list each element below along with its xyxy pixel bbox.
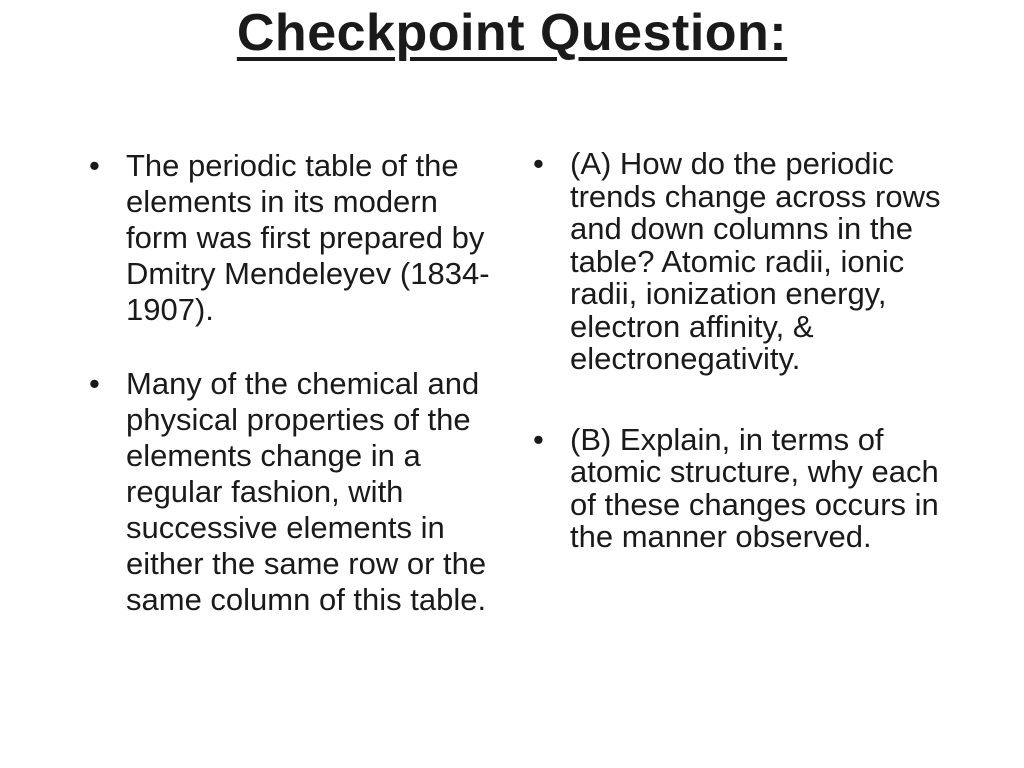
- slide-title-text: Checkpoint Question:: [236, 4, 788, 62]
- right-column: [528, 148, 948, 602]
- list-item: [84, 148, 500, 328]
- bullet-icon: •: [89, 366, 100, 401]
- right-bullet-list: [528, 148, 948, 554]
- bullet-text: (A) How do the periodic trends change across rows and down columns in the table? Atomic radii, ionic radii, ionization energy, electron affinity, & electronegativity.: [570, 146, 941, 376]
- slide-title: [0, 2, 1024, 64]
- bullet-icon: •: [89, 148, 100, 183]
- left-column: [84, 148, 500, 656]
- list-item: [528, 421, 948, 554]
- bullet-icon: •: [533, 146, 544, 181]
- left-bullet-list: [84, 148, 500, 618]
- bullet-text: The periodic table of the elements in its modern form was first prepared by Dmitry Mendeleyev (1834-1907).: [126, 148, 490, 327]
- bullet-icon: •: [533, 421, 544, 457]
- bullet-text: (B) Explain, in terms of atomic structure, why each of these changes occurs in the manner observed.: [570, 421, 939, 554]
- bullet-text: Many of the chemical and physical properties of the elements change in a regular fashion, with successive elements in either the same row or the same column of this table.: [126, 366, 487, 617]
- list-item: [528, 148, 948, 376]
- list-item: [84, 366, 500, 618]
